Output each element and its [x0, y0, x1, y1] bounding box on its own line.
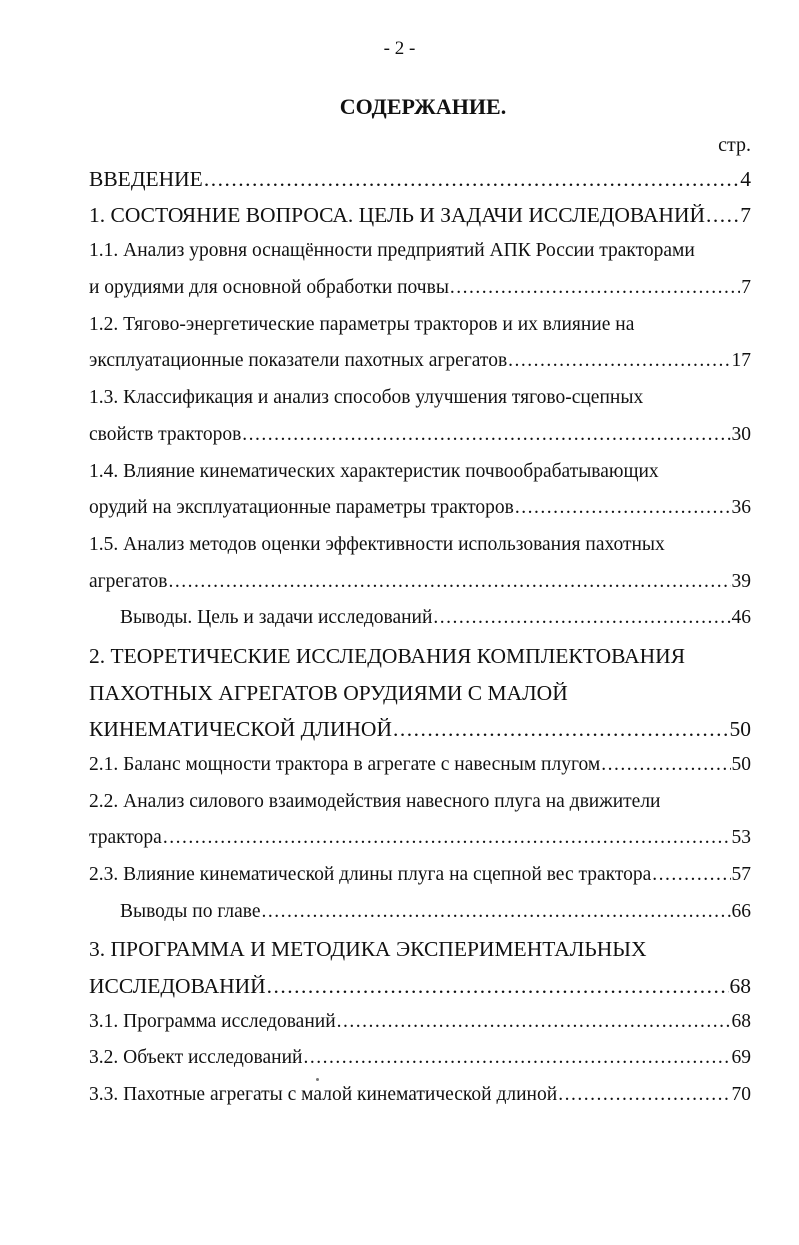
toc-entry-page: 68: [731, 1011, 751, 1032]
toc-entry-text: Выводы по главе: [120, 901, 261, 922]
dot-leader: [163, 827, 731, 849]
dot-leader: [393, 717, 729, 742]
toc-entry-page: 7: [741, 277, 751, 298]
toc-entry-text: 2.2. Анализ силового взаимодействия навесного плуга на движители: [89, 791, 661, 812]
toc-entry[interactable]: [89, 791, 751, 821]
toc-entry-page: 69: [731, 1047, 751, 1068]
dot-leader: [168, 571, 730, 593]
toc-entry-page: 4: [740, 167, 751, 191]
dot-leader: [652, 864, 730, 886]
scan-speck: [316, 1078, 319, 1081]
toc-entry-page: 7: [740, 203, 751, 227]
toc-entry[interactable]: [89, 827, 751, 857]
toc-entry-text: Выводы. Цель и задачи исследований: [120, 607, 433, 628]
toc-entry-text: 1.1. Анализ уровня оснащённости предприятий АПК России тракторами: [89, 240, 695, 261]
toc-entry-text: 2.3. Влияние кинематической длины плуга на сцепной вес трактора: [89, 864, 652, 885]
toc-entry[interactable]: [89, 350, 751, 380]
toc-entry-page: 50: [731, 754, 751, 775]
toc-entry[interactable]: [89, 534, 751, 564]
toc-entry[interactable]: [89, 1011, 751, 1041]
toc-entry-text: 2. ТЕОРЕТИЧЕСКИЕ ИССЛЕДОВАНИЯ КОМПЛЕКТОВАНИЯ: [89, 644, 686, 668]
toc-entry[interactable]: [89, 240, 751, 270]
toc-entry[interactable]: [120, 901, 751, 931]
toc-entry[interactable]: [89, 864, 751, 894]
dot-leader: [601, 754, 730, 776]
toc-entry-text: ВВЕДЕНИЕ: [89, 167, 203, 191]
toc-entry-text: 1. СОСТОЯНИЕ ВОПРОСА. ЦЕЛЬ И ЗАДАЧИ ИССЛЕДОВАНИЙ: [89, 203, 706, 227]
toc-entry-page: 53: [731, 827, 751, 848]
toc-entry-text: КИНЕМАТИЧЕСКОЙ ДЛИНОЙ: [89, 717, 392, 741]
dot-leader: [515, 497, 731, 519]
page-column-label: стр.: [718, 134, 751, 156]
dot-leader: [242, 424, 730, 446]
dot-leader: [337, 1011, 731, 1033]
dot-leader: [508, 350, 730, 372]
dot-leader: [706, 203, 739, 228]
toc-entry-page: 50: [729, 717, 751, 741]
toc-entry-text: эксплуатационные показатели пахотных агрегатов: [89, 350, 508, 371]
toc-entry-page: 30: [731, 424, 751, 445]
dot-leader: [558, 1084, 730, 1106]
toc-entry-page: 66: [731, 901, 751, 922]
toc-entry-page: 46: [731, 607, 751, 628]
toc-entry-text: 3.3. Пахотные агрегаты с малой кинематической длиной: [89, 1084, 558, 1105]
toc-entry-text: трактора: [89, 827, 162, 848]
toc-entry-text: 3.2. Объект исследований: [89, 1047, 303, 1068]
toc-entry[interactable]: [89, 167, 751, 197]
toc-entry[interactable]: [89, 387, 751, 417]
toc-entry-page: 17: [731, 350, 751, 371]
toc-entry[interactable]: [89, 277, 751, 307]
toc-entry[interactable]: [89, 424, 751, 454]
toc-entry[interactable]: [89, 644, 751, 674]
toc-entry-page: 68: [729, 974, 751, 998]
toc-entry-page: 39: [731, 571, 751, 592]
toc-entry[interactable]: [89, 203, 751, 233]
toc-entry-text: свойств тракторов: [89, 424, 242, 445]
dot-leader: [450, 277, 740, 299]
toc-entry-text: 3. ПРОГРАММА И МЕТОДИКА ЭКСПЕРИМЕНТАЛЬНЫХ: [89, 937, 647, 961]
toc-entry[interactable]: [120, 607, 751, 637]
toc-entry-text: 2.1. Баланс мощности трактора в агрегате с навесным плугом: [89, 754, 601, 775]
toc-entry[interactable]: [89, 571, 751, 601]
toc-entry[interactable]: [89, 681, 751, 711]
toc-entry[interactable]: [89, 974, 751, 1004]
toc-entry-page: 36: [731, 497, 751, 518]
dot-leader: [433, 607, 730, 629]
toc-entry-text: 3.1. Программа исследований: [89, 1011, 336, 1032]
page-title: СОДЕРЖАНИЕ.: [339, 94, 507, 119]
toc-entry[interactable]: [89, 1047, 751, 1077]
toc-entry-text: 1.2. Тягово-энергетические параметры тракторов и их влияние на: [89, 314, 635, 335]
dot-leader: [267, 974, 729, 999]
toc-entry-page: 57: [731, 864, 751, 885]
toc-entry[interactable]: [89, 314, 751, 344]
toc-entry[interactable]: [89, 1084, 751, 1114]
dot-leader: [303, 1047, 730, 1069]
toc-entry[interactable]: [89, 717, 751, 747]
toc-entry[interactable]: [89, 461, 751, 491]
toc-entry[interactable]: [89, 937, 751, 967]
toc-entry-text: 1.5. Анализ методов оценки эффективности использования пахотных: [89, 534, 665, 555]
toc-entry[interactable]: [89, 754, 751, 784]
toc-entry[interactable]: [89, 497, 751, 527]
toc-entry-text: ИССЛЕДОВАНИЙ: [89, 974, 266, 998]
toc-entry-page: 70: [731, 1084, 751, 1105]
dot-leader: [261, 901, 730, 923]
toc-entry-text: 1.3. Классификация и анализ способов улучшения тягово-сцепных: [89, 387, 644, 408]
toc-entry-text: ПАХОТНЫХ АГРЕГАТОВ ОРУДИЯМИ С МАЛОЙ: [89, 681, 568, 705]
toc-entry-text: орудий на эксплуатационные параметры тракторов: [89, 497, 514, 518]
toc-entry-text: агрегатов: [89, 571, 168, 592]
toc-entry-text: и орудиями для основной обработки почвы: [89, 277, 449, 298]
toc-entry-text: 1.4. Влияние кинематических характеристик почвообрабатывающих: [89, 461, 659, 482]
dot-leader: [204, 167, 739, 192]
page-number: - 2 -: [383, 38, 416, 59]
